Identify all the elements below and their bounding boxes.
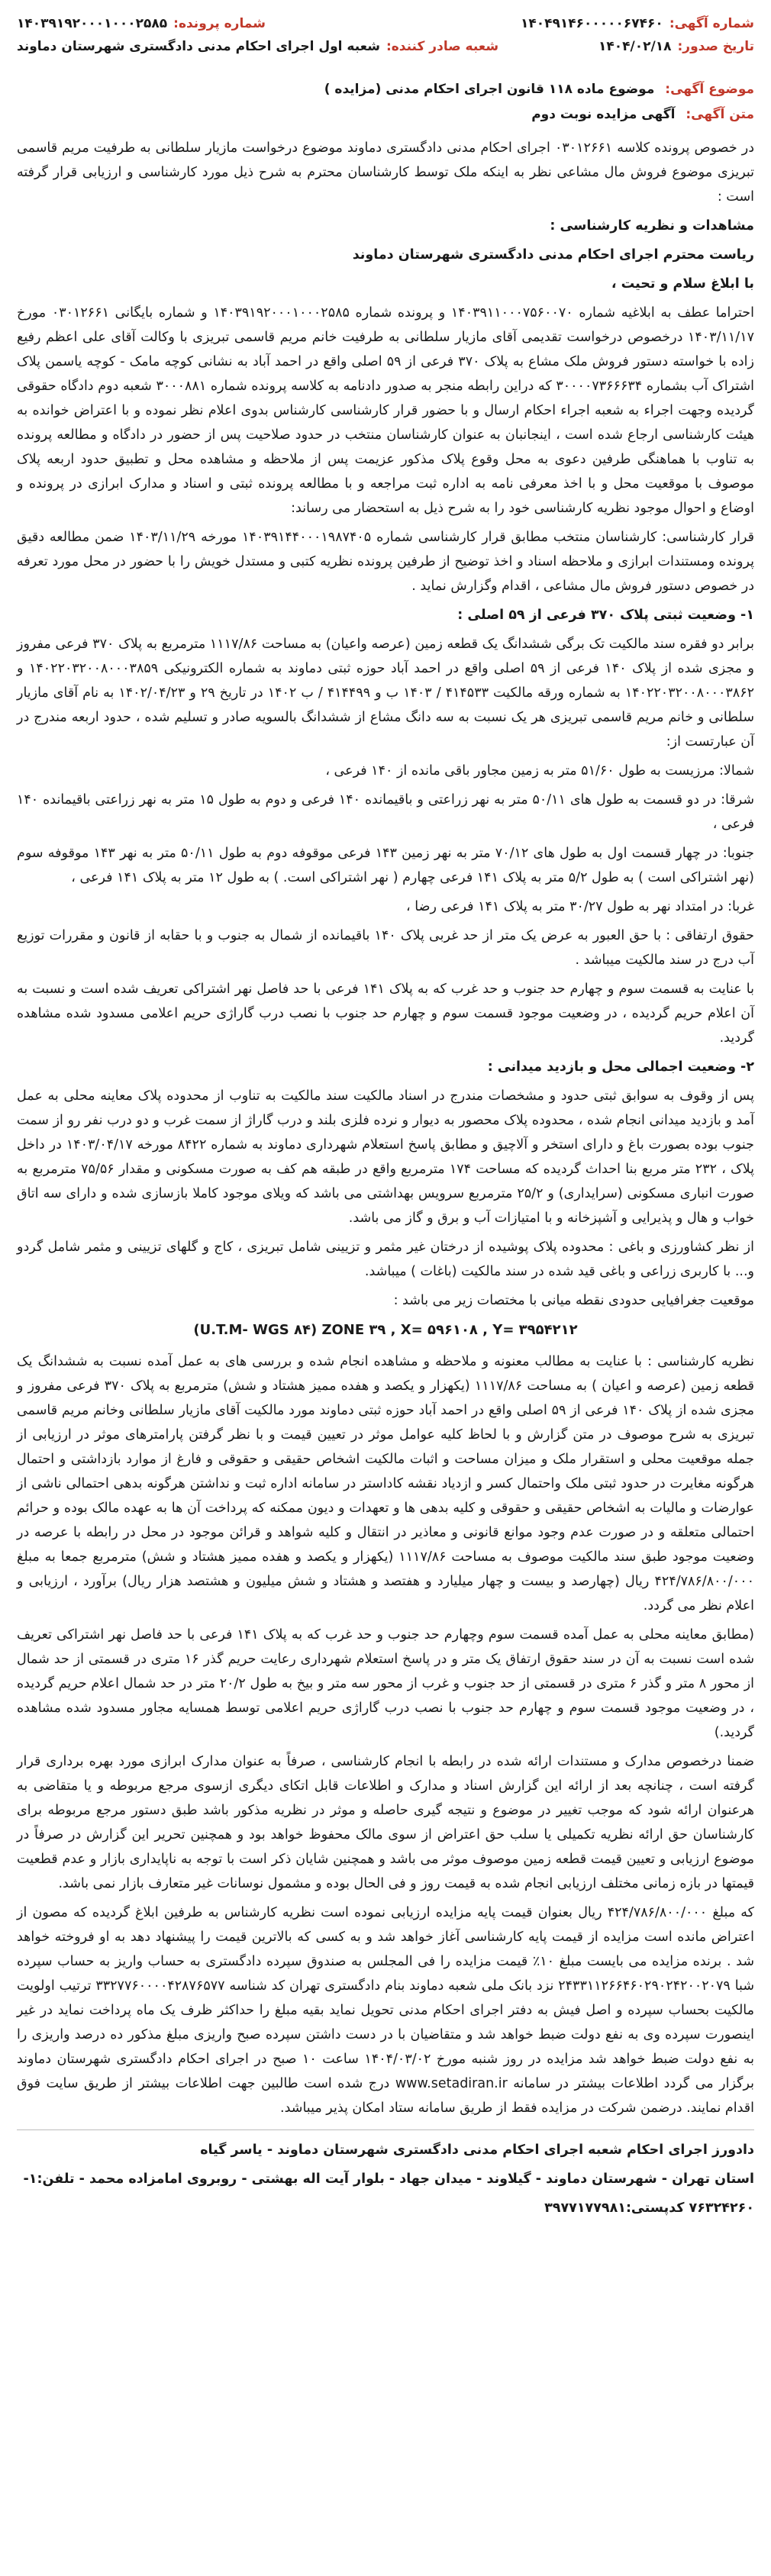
paragraph-site-visit: پس از وقوف به سوابق ثبتی حدود و مشخصات مندرج در اسناد مالکیت سند مالکیت به تناوب از محدوده پلاک معاینه محلی به عمل آمد و بازدید میدانی انجام شده ، محدوده پلاک محصور به دیوار و نرده فلزی بلند و درب گاراژ از سمت غرب و دو درب نفر رو از سمت جنوب بوده بصورت باغ و دارای استخر و آلاچیق و مطابق پاسخ استعلام شهرداری دماوند به شماره ۸۴۲۲ مورخه ۱۴۰۳/۰۴/۱۷ در داخل پلاک ، ۲۳۲ متر مربع بنا احداث گردیده که مساحت ۱۷۴ مترمربع واقع در طبقه هم کف به صورت مسکونی و مقدار ۷۵/۵۶ مترمربع به صورت انباری مسکونی (سرایداری) و ۲۵/۲ مترمربع سرویس بهداشتی می باشد که ویلای موجود کاملا بازسازی شده و دارای سه اتاق خواب و هال و پذیرایی و آشپزخانه و با امتیازات آب و برق و گاز می باشد. xyxy=(17,1088,754,1226)
ad-number-value: ۱۴۰۴۹۱۴۶۰۰۰۰۰۶۷۴۶۰ xyxy=(521,16,663,31)
paragraph-deed: برابر دو فقره سند مالکیت تک برگی ششدانگ یک قطعه زمین (عرصه واعیان) به مساحت ۱۱۱۷/۸۶ مترمربع به پلاک ۳۷۰ فرعی مفروز و مجزی شده از پلاک ۱۴۰ فرعی از ۵۹ اصلی واقع در احمد آباد حوزه ثبتی دماوند به شماره الکترونیکی ۱۴۰۲۲۰۳۲۰۰۸۰۰۰۳۸۵۹ و ۱۴۰۲۲۰۳۲۰۰۸۰۰۰۳۸۶۲ به شماره ورقه مالکیت ۴۱۴۵۳۳ / ۱۴۰۳ ب و ۴۱۴۴۹۹ / ب ۱۴۰۲ در تاریخ ۲۹ و ۱۴۰۲/۰۴/۲۳ به نام آقای مازیار سلطانی و خانم مریم قاسمی تبریزی هر یک نسبت به سه دانگ مشاع از ششدانگ بالسویه صادر و تسلیم شده ، حدود اربعه مندرج در آن عبارتست از: xyxy=(17,637,755,750)
ad-text-label: متن آگهی: xyxy=(686,107,754,122)
ad-text xyxy=(17,102,754,127)
paragraph-west-boundary: غربا: در امتداد نهر به طول ۳۰/۲۷ متر به پلاک ۱۴۱ فرعی رضا ، xyxy=(406,899,754,914)
case-number xyxy=(17,12,266,35)
ad-number xyxy=(521,12,754,35)
paragraph-greeting: با ابلاغ سلام و تحیت ، xyxy=(611,276,754,292)
paragraph-expert-order: قرار کارشناسی: کارشناسان منتخب مطابق قرار کارشناسی شماره ۱۴۰۳۹۱۴۴۰۰۰۱۹۸۷۴۰۵ مورخه ۱۴۰۳/۱۱/۲۹ ضمن مطالعه دقیق پرونده ومستندات ابرازی و ملاحظه اسناد و اخذ توضیح از طرفین پرونده نظریه کتبی و مستدل خویش را با حضور در محل مورد تعرفه در خصوص دستور فروش مال مشاعی ، اقدام وگزارش نماید . xyxy=(17,530,754,594)
footer-phone-postal: ۷۶۳۲۴۲۶۰ کدپستی:۳۹۷۷۱۷۷۹۸۱ xyxy=(544,2200,754,2216)
paragraph-south-boundary: جنوبا: در چهار قسمت اول به طول های ۷۰/۱۲ متر به نهر زمین ۱۴۳ فرعی موقوفه دوم به طول ۵۰/۱۱ متر به نهر ۱۴۳ موقوفه سوم (نهر اشتراکی است ) به طول ۵/۲ متر به پلاک ۱۴۱ فرعی چهارم ( نهر اشتراکی است. ) به طول ۱۲ متر به پلاک ۱۴۱ فرعی ، xyxy=(17,846,754,885)
paragraph-site-inspection-note: (مطابق معاینه محلی به عمل آمده قسمت سوم وچهارم حد جنوب و حد غرب که به پلاک ۱۴۱ فرعی با حد فاصل نهر اشتراکی تعریف شده است نسبت به آن در سند حقوق ارتفاق یک متر و در پاسخ استعلام شهرداری رعایت حریم گذر ۱۶ متری در قسمتی از حد شمال از محور ۸ متر و گذر ۶ متری در قسمتی از حد جنوب و غرب از محور سه متر و بیخ به طول ۲۰/۲ متر در حد شمال اعلام حریم گردیده ، در وضعیت موجود قسمت سوم و چهارم حد جنوب با نصب درب گاراژی حریم اعلامی توسط همسایه مجاور مسدود شده مشاهده گردید.) xyxy=(17,1627,755,1740)
footer-signature: دادورز اجرای احکام شعبه اجرای احکام مدنی دادگستری شهرستان دماوند - یاسر گیاه xyxy=(200,2142,754,2158)
header-row-2 xyxy=(17,35,754,58)
ad-body xyxy=(17,136,754,2120)
issue-date-label: تاریخ صدور: xyxy=(677,39,754,54)
paragraph-addressee: ریاست محترم اجرای احکام مدنی دادگستری شهرستان دماوند xyxy=(352,247,754,263)
subject xyxy=(17,76,754,102)
ad-text-value: آگهی مزایده نوبت دوم xyxy=(531,107,676,122)
header-row-1 xyxy=(17,12,754,35)
coordinates: (U.T.M- WGS ۸۴) ZONE ۳۹ , X= ۵۹۶۱۰۸ , Y= ۳۹۵۴۲۱۲ xyxy=(193,1322,578,1338)
subject-value: موضوع ماده ۱۱۸ قانون اجرای احکام مدنی (مزایده ) xyxy=(324,82,655,97)
issue-date-value: ۱۴۰۴/۰۲/۱۸ xyxy=(598,39,672,54)
case-number-value: ۱۴۰۳۹۱۹۲۰۰۰۱۰۰۰۲۵۸۵ xyxy=(17,16,168,31)
subject-label: موضوع آگهی: xyxy=(665,82,754,97)
paragraph-disclaimer: ضمنا درخصوص مدارک و مستندات ارائه شده در رابطه با انجام کارشناسی ، صرفاً به عنوان مدارک ابرازی مورد بهره برداری قرار گرفته است ، چنانچه بعد از ارائه این گزارش اسناد و مدارک و اطلاعات قابل اتکای دیگری ازسوی مرجع مربوطه و یا متقاضی به هرعنوان ارائه شود که موجب تغییر در موضوع و نتیجه گیری حاصله و موثر در نظریه مذکور باشد طبق دستور مرجع مربوطه برای کارشناسان حق ارائه نظریه تکمیلی یا سلب حق اعتراض از سوی مالک محفوظ خواهد بود و همچنین تحریر این گزارش در صرفاً در موضوع ارزیابی و تعیین قیمت قطعه زمین موصوف موثر می باشد و همچنین شایان ذکر است با توجه به ناپایداری بازار و عدم قطعیت قیمتها در بازه زمانی مختلف ارزیابی انجام شده به قیمت روز و فی الحال بوده و مشمول نوسانات غیر متعارف بازار نمی باشد. xyxy=(17,1754,754,1891)
paragraph-coordinates-intro: موقعیت جغرافیایی حدودی نقطه میانی با مختصات زیر می باشد : xyxy=(393,1293,754,1308)
paragraph-agriculture: از نظر کشاورزی و باغی : محدوده پلاک پوشیده از درختان غیر مثمر و تزیینی شامل تبریزی ، کاج و گلهای تزیینی و مثمر شامل گردو و... با کاربری زراعی و باغی قید شده در سند مالکیت (باغات ) میباشد. xyxy=(17,1240,754,1279)
ad-number-label: شماره آگهی: xyxy=(669,16,754,31)
paragraph-intro: در خصوص پرونده کلاسه ۰۳۰۱۲۶۶۱ اجرای احکام مدنی دادگستری دماوند موضوع درخواست مازیار سلطانی به طرفیت مریم قاسمی تبریزی موضوع فروش مال مشاعی نظر به اینکه ملک توسط کارشناسان محترم به شرح ذیل مورد کارشناسی و ارزیابی قرار گرفته است : xyxy=(17,140,754,205)
issuer xyxy=(17,35,498,58)
footer-address: استان تهران - شهرستان دماوند - گیلاوند - میدان جهاد - بلوار آیت اله بهشتی - روبروی امامزاده محمد - تلفن:۱- xyxy=(23,2171,754,2187)
paragraph-site-heading: ۲- وضعیت اجمالی محل و بازدید میدانی : xyxy=(487,1059,754,1075)
paragraph-easement: حقوق ارتفاقی : با حق العبور به عرض یک متر از حد غربی پلاک ۱۴۰ باقیمانده از شمال به جنوب و با حقابه از قانون و مقررات توزیع آب درج در سند مالکیت میباشد . xyxy=(17,928,754,968)
paragraph-east-boundary: شرقا: در دو قسمت به طول های ۵۰/۱۱ متر به نهر زراعتی و باقیمانده ۱۴۰ فرعی و دوم به طول ۱۵ متر به نهر زراعتی باقیمانده ۱۴۰ فرعی ، xyxy=(17,792,754,832)
paragraph-referral: احتراما عطف به ابلاغیه شماره ۱۴۰۳۹۱۱۰۰۰۷۵۶۰۰۷۰ و پرونده شماره ۱۴۰۳۹۱۹۲۰۰۰۱۰۰۰۲۵۸۵ و شماره بایگانی ۰۳۰۱۲۶۶۱ مورخ ۱۴۰۳/۱۱/۱۷ درخصوص درخواست تقدیمی آقای مازیار سلطانی به طرفیت خانم مریم قاسمی تبریزی با وکالت آقای علی اعظم رفیع زاده با خواسته دستور فروش ملک مشاع به پلاک ۳۷۰ فرعی از ۵۹ اصلی واقع در احمد آباد به نشانی کوچه مامک - کوچه یاسمن پلاک اشتراک آب بشماره ۳۰۰۰۰۷۳۶۶۶۳۴ که دراین رابطه منجر به صدور دادنامه به کلاسه پرونده شماره ۳۰۰۰۸۸۱ شعبه دوم دادگاه حقوقی گردیده وجهت اجراء به شعبه اجراء احکام ارسال و با حضور قرار کارشناسی کارشناس بدوی اعلام نظر نموده و با اعتراض خوانده به هیئت کارشناسی ارجاع شده است ، اینجانبان به عنوان کارشناسان منتخب در حدود صلاحیت پس از حضور در دادگاه و مطالعه پرونده به تناوب با هماهنگی طرفین دعوی به محل وقوع پلاک مذکور عزیمت پس از ملاحظه و مشاهده محل و تطبیق حدود اربعه پلاک موصوف با موقعیت محل و با اخذ معرفی نامه به اداره ثبت مراجعه و با مطالعه پرونده ثبتی و اسناد و مدارک ابرازی در پرونده و اوضاع و احوال موجود نظریه کارشناسی خود را به شرح ذیل به استحضار می رساند: xyxy=(17,305,755,516)
issuer-value: شعبه اول اجرای احکام مدنی دادگستری شهرستان دماوند xyxy=(17,39,380,54)
ad-footer xyxy=(17,2129,754,2220)
issue-date xyxy=(598,35,754,58)
issuer-label: شعبه صادر کننده: xyxy=(386,39,499,54)
paragraph-auction-terms: که مبلغ ۴۲۴/۷۸۶/۸۰۰/۰۰۰ ریال بعنوان قیمت پایه مزایده ارزیابی نموده است نظریه کارشناس به طرفین ابلاغ گردیده که مصون از اعتراض مانده است مزایده از قیمت پایه کارشناسی آغاز خواهد شد و به کسی که بالاترین قیمت را پیشنهاد دهد به او فروخته خواهد شد . برنده مزایده می بایست مبلغ ۱۰٪ قیمت مزایده را فی المجلس به صندوق سپرده دادگستری به حساب واریز به حساب سپرده شبا ۲۴۳۳۱۱۲۶۶۴۶۰۲۹۰۲۴۲۰۰۲۰۷۹ نزد بانک ملی شعبه دماوند بنام دادگستری تهران کد شناسه ۳۳۲۷۷۶۰۰۰۰۴۲۸۷۶۵۷۷ ترتیب اولویت مالکیت بحساب سپرده و اصل فیش به دفتر اجرای احکام مدنی تحویل نماید بقیه مبلغ را حداکثر ظرف یک ماه پرداخت نماید در غیر اینصورت سپرده وی به نفع دولت ضبط خواهد شد و متقاضیان با در دست داشتن سپرده صبح واریزی مبلغ مذکور ده درصد واریزی را به نفع دولت ضبط خواهد شد مزایده در روز شنبه مورخ ۱۴۰۴/۰۳/۰۲ ساعت ۱۰ صبح در اجرای احکام دادگستری شهرستان دماوند برگزار می گردد اطلاعات بیشتر در سامانه www.setadiran.ir درج شده است طالبین جهت اطلاعات بیشتر از طریق سایت فوق اقدام نمایند. درضمن شرکت در مزایده فقط از طریق سامانه ستاد امکان پذیر میباشد. xyxy=(17,1905,755,2116)
paragraph-registration-heading: ۱- وضعیت ثبتی پلاک ۳۷۰ فرعی از ۵۹ اصلی : xyxy=(457,608,754,623)
ad-header xyxy=(17,12,754,58)
case-number-label: شماره پرونده: xyxy=(173,16,266,31)
paragraph-boundary-note: با عنایت به قسمت سوم و چهارم حد جنوب و حد غرب که به پلاک ۱۴۱ فرعی با حد فاصل نهر اشتراکی تعریف شده است و نسبت به آن اعلام حریم گردیده ، در وضعیت موجود قسمت سوم و چهارم حد جنوب با نصب درب گاراژی حریم اعلامی مسدود شده مشاهده گردید. xyxy=(17,982,754,1046)
paragraph-expert-opinion: نظریه کارشناسی : با عنایت به مطالب معنونه و ملاحظه و مشاهده انجام شده و بررسی های به عمل آمده نسبت به ششدانگ یک قطعه زمین (عرصه و اعیان ) به مساحت ۱۱۱۷/۸۶ (یکهزار و یکصد و هفده ممیز هشتاد و شش) مترمربع به پلاک ۳۷۰ فرعی مفروز و مجزی شده از پلاک ۱۴۰ فرعی از ۵۹ اصلی واقع در احمد آباد حوزه ثبتی دماوند مورد مالکیت آقای مازیار سلطانی وخانم مریم قاسمی تبریزی به شرح موصوف در متن گزارش و با لحاظ کلیه عوامل موثر در تعیین قیمت و با نظر گرفتن پارامترهای موثر در ارزیابی از جمله موقعیت محلی و استقرار ملک و میزان مساحت و اثبات مالکیت اشخاص حقیقی و حقوقی و فارغ از موارد بازداشتی و احتمال هرگونه مغایرت در حدود ثبتی ملک واحتمال کسر و ازدیاد نقشه کاداستر در سامانه اداره ثبت و نداشتن هرگونه بدهی احتمالی ناشی از عوارضات و مالیات به اشخاص حقیقی و حقوقی و کلیه بدهی ها و تعهدات و دیون ممکنه که پرداخت آن ها به عهده مالک بوده و حرائم احتمالی متعلقه و در صورت عدم وجود موانع قانونی و معاذیر در انتقال و کلیه شواهد و قرائن موجود در محل در رابطه با عرصه در وضعیت موجود طبق سند مالکیت موصوف به مساحت ۱۱۱۷/۸۶ (یکهزار و یکصد و هفده ممیز هشتاد و شش) مترمربع جمعا به مبلغ ۴۲۴/۷۸۶/۸۰۰/۰۰۰ ریال (چهارصد و بیست و چهار میلیارد و هفتصد و هشتاد و شش میلیون و هشتصد هزار ریال) برآورد ، ارزیابی و اعلام نظر می گردد. xyxy=(17,1354,754,1614)
paragraph-observations-heading: مشاهدات و نظریه کارشناسی : xyxy=(550,218,754,234)
paragraph-north-boundary: شمالا: مرزیست به طول ۵۱/۶۰ متر به زمین مجاور باقی مانده از ۱۴۰ فرعی ، xyxy=(325,763,754,779)
